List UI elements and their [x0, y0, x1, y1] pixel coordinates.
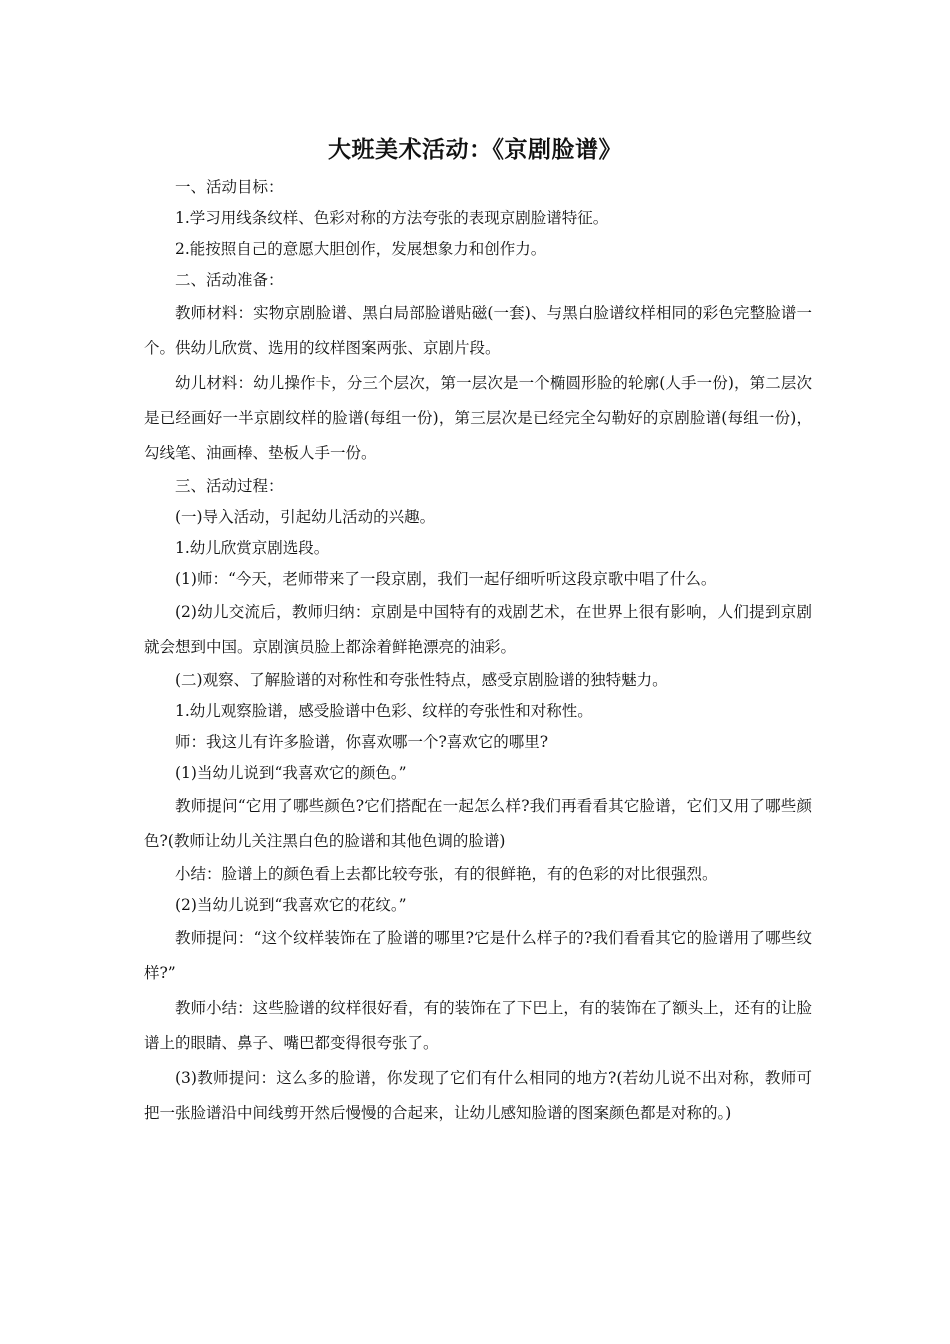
paragraph: 教师小结：这些脸谱的纹样很好看，有的装饰在了下巴上，有的装饰在了额头上，还有的让脸谱上的眼睛、鼻子、嘴巴都变得很夸张了。 [144, 999, 812, 1052]
paragraph: 1.幼儿欣赏京剧选段。 [175, 539, 330, 557]
paragraph: (二)观察、了解脸谱的对称性和夸张性特点，感受京剧脸谱的独特魅力。 [175, 671, 668, 689]
paragraph: (1)当幼儿说到“我喜欢它的颜色。” [175, 764, 407, 782]
document-title: 大班美术活动：《京剧脸谱》 [328, 137, 622, 163]
paragraph: 2.能按照自己的意愿大胆创作，发展想象力和创作力。 [175, 240, 547, 258]
paragraph: (2)幼儿交流后，教师归纳：京剧是中国特有的戏剧艺术，在世界上很有影响，人们提到京剧就会想到中国。京剧演员脸上都涂着鲜艳漂亮的油彩。 [144, 603, 812, 656]
paragraph: (1)师：“今天，老师带来了一段京剧，我们一起仔细听听这段京歌中唱了什么。 [175, 570, 717, 588]
paragraph: 1.幼儿观察脸谱，感受脸谱中色彩、纹样的夸张性和对称性。 [175, 702, 593, 720]
paragraph: 幼儿材料：幼儿操作卡，分三个层次，第一层次是一个椭圆形脸的轮廓(人手一份)，第二层次是已经画好一半京剧纹样的脸谱(每组一份)，第三层次是已经完全勾勒好的京剧脸谱(每组一份)，勾线笔、油画棒、垫板人手一份。 [144, 374, 812, 462]
paragraph: (3)教师提问：这么多的脸谱，你发现了它们有什么相同的地方?(若幼儿说不出对称，教师可把一张脸谱沿中间线剪开然后慢慢的合起来，让幼儿感知脸谱的图案颜色都是对称的。) [144, 1069, 812, 1122]
paragraph: 师：我这儿有许多脸谱，你喜欢哪一个?喜欢它的哪里? [175, 733, 549, 751]
paragraph: 教师提问：“这个纹样装饰在了脸谱的哪里?它是什么样子的?我们看看其它的脸谱用了哪些纹样?” [144, 929, 812, 982]
paragraph: (2)当幼儿说到“我喜欢它的花纹。” [175, 896, 407, 914]
paragraph: 教师材料：实物京剧脸谱、黑白局部脸谱贴磁(一套)、与黑白脸谱纹样相同的彩色完整脸谱一个。供幼儿欣赏、选用的纹样图案两张、京剧片段。 [144, 304, 812, 357]
paragraph: 三、活动过程： [175, 477, 284, 495]
paragraph: 二、活动准备： [175, 271, 284, 289]
paragraph: 教师提问“它用了哪些颜色?它们搭配在一起怎么样?我们再看看其它脸谱，它们又用了哪些颜色?(教师让幼儿关注黑白色的脸谱和其他色调的脸谱) [144, 797, 812, 850]
paragraph: 一、活动目标： [175, 178, 284, 196]
paragraph: 小结：脸谱上的颜色看上去都比较夸张，有的很鲜艳，有的色彩的对比很强烈。 [175, 865, 718, 883]
document-body [144, 172, 812, 1131]
paragraph: (一)导入活动，引起幼儿活动的兴趣。 [175, 508, 436, 526]
paragraph: 1.学习用线条纹样、色彩对称的方法夸张的表现京剧脸谱特征。 [175, 209, 609, 227]
